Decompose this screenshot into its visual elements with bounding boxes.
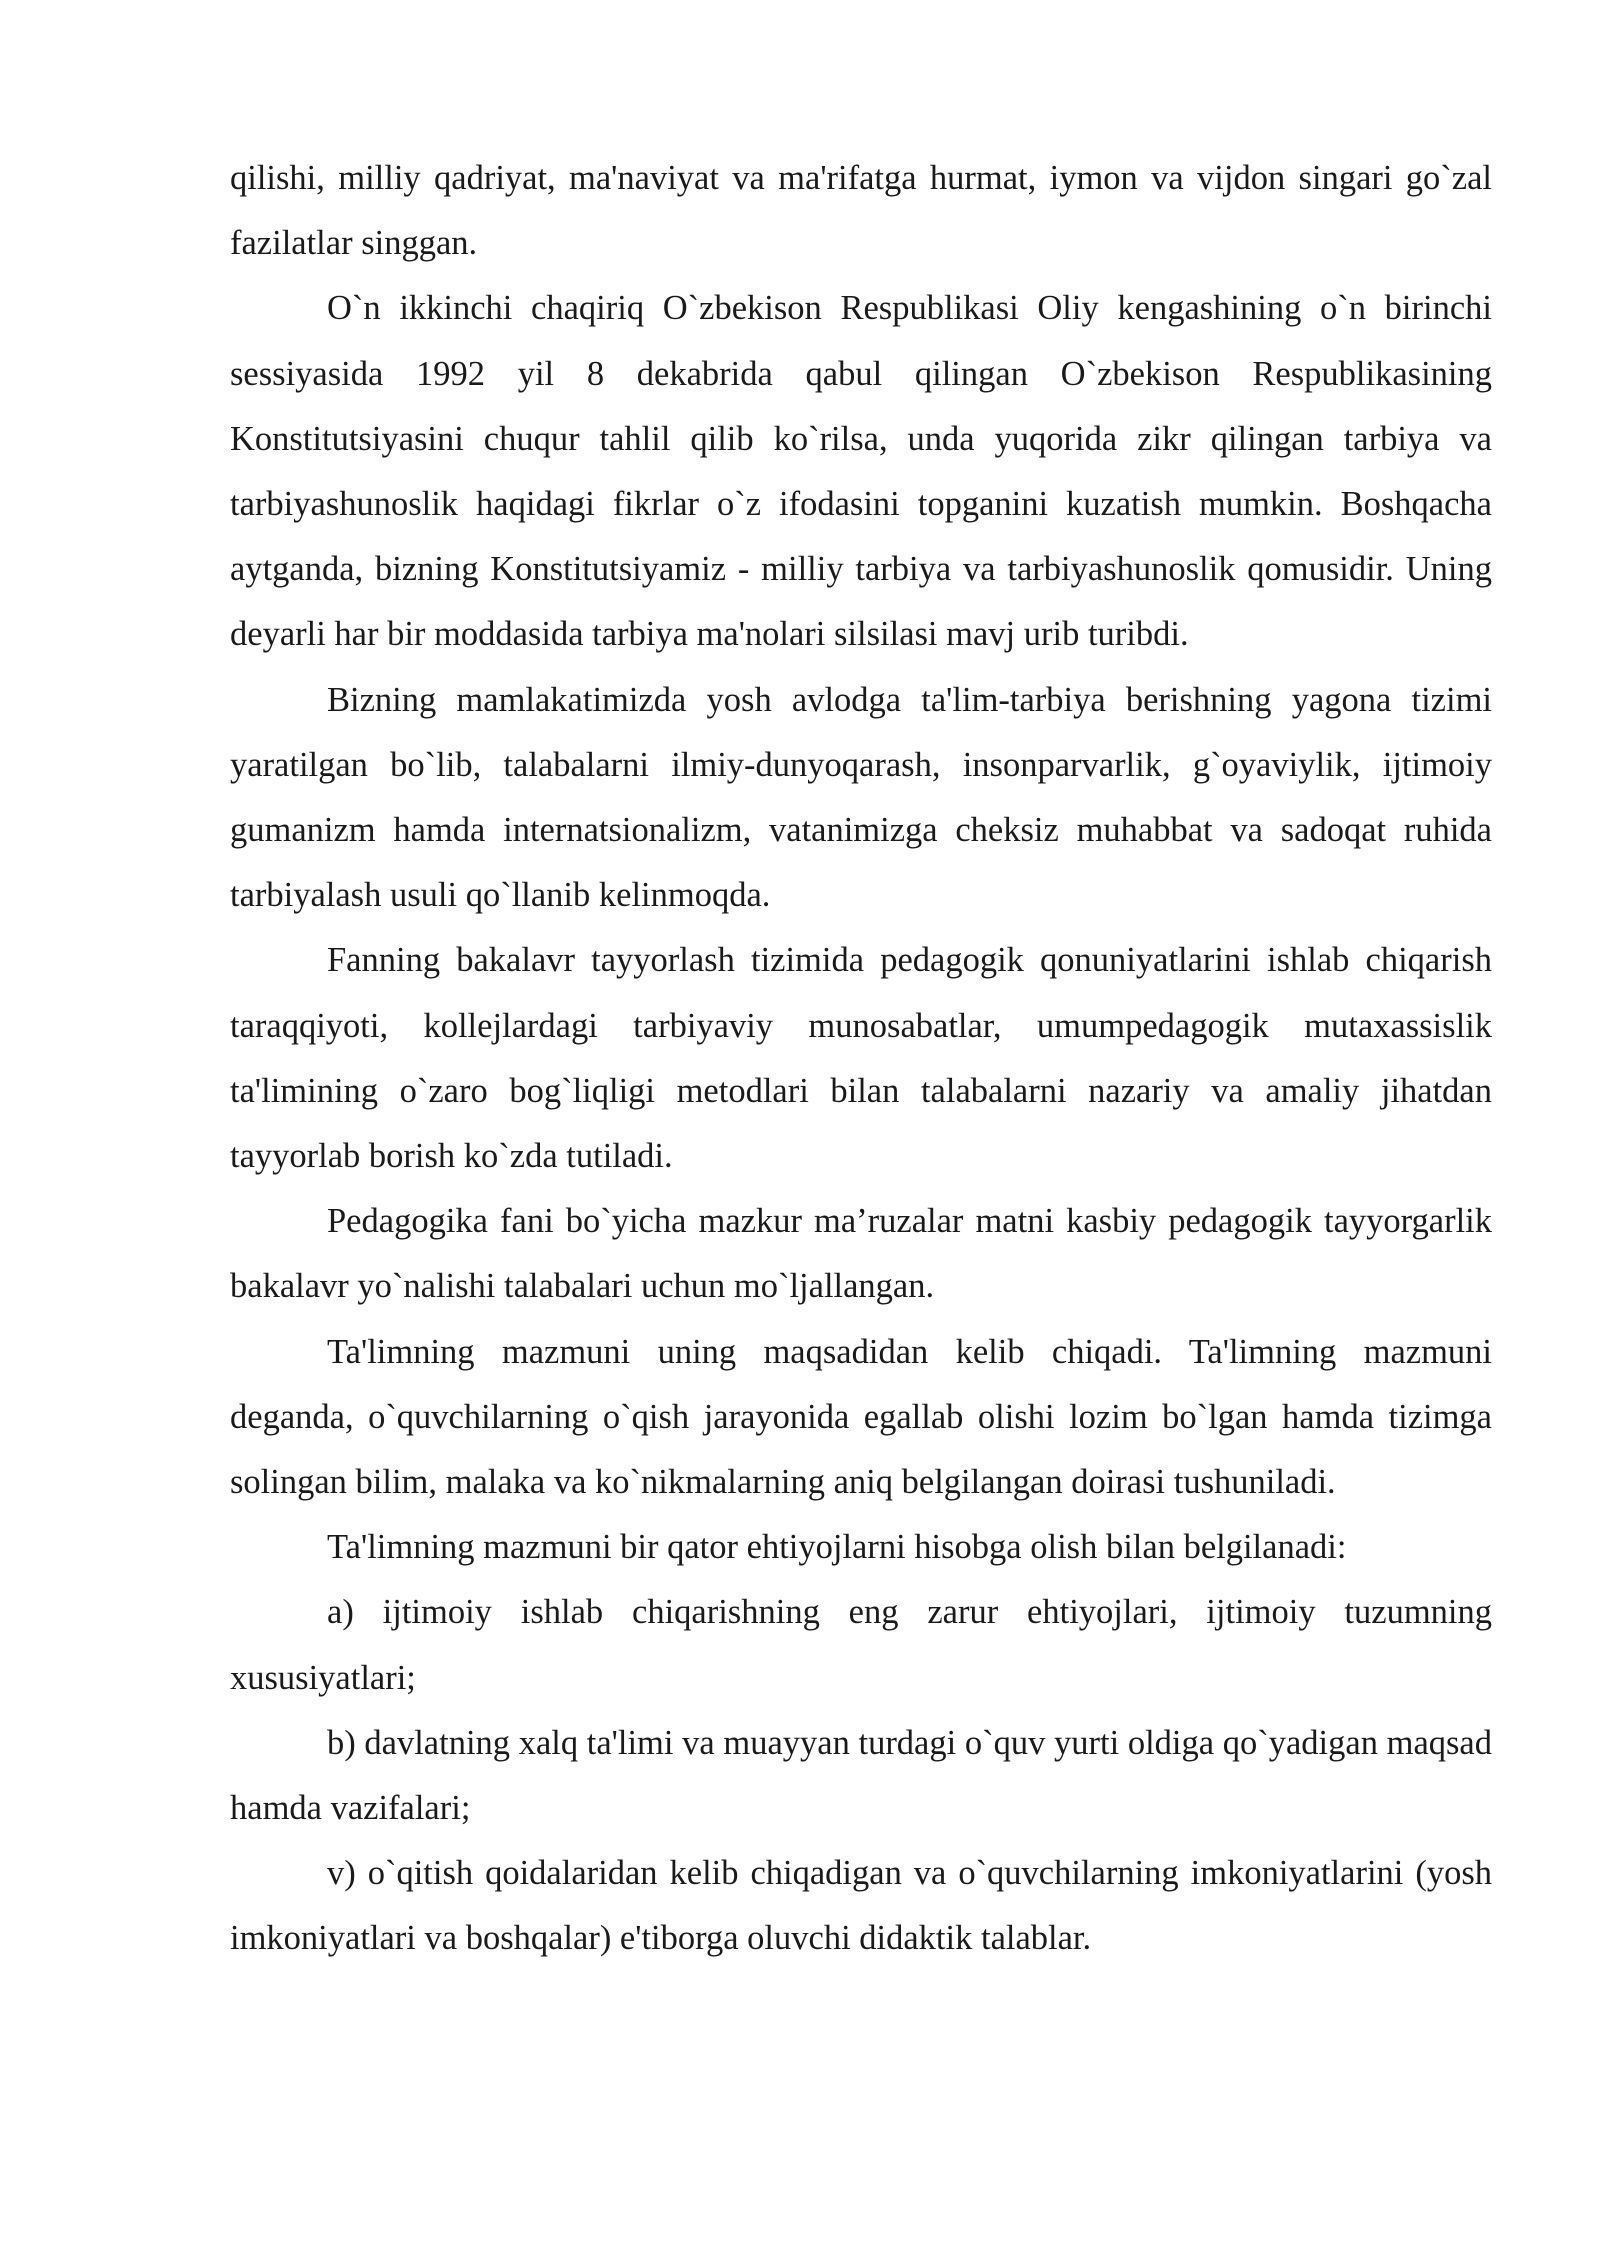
paragraph-education-system: Bizning mamlakatimizda yosh avlodga ta'lim-tarbiya berishning yagona tizimi yaratilgan bo`lib, talabalarni ilmiy-dunyoqarash, insonparvarlik, g`oyaviylik, ijtimoiy gumanizm hamda internatsionalizm, vatanimizga cheksiz muhabbat va sadoqat ruhida tarbiyalash usuli qo`llanib kelinmoqda.: [230, 680, 1492, 915]
paragraph-continuation: qilishi, milliy qadriyat, ma'naviyat va ma'rifatga hurmat, iymon va vijdon singari go`zal fazilatlar singgan.: [230, 159, 1492, 263]
list-item-v: v) o`qitish qoidalaridan kelib chiqadigan va o`quvchilarning imkoniyatlarini (yosh imkoniyatlari va boshqalar) e'tiborga oluvchi didaktik talablar.: [230, 1854, 1492, 1958]
list-item-b: b) davlatning xalq ta'limi va muayyan turdagi o`quv yurti oldiga qo`yadigan maqsad hamda vazifalari;: [230, 1723, 1492, 1828]
list-item-a: a) ijtimoiy ishlab chiqarishning eng zarur ehtiyojlari, ijtimoiy tuzumning xususiyatlari;: [230, 1593, 1492, 1697]
paragraph-lecture-text: Pedagogika fani bo`yicha mazkur ma’ruzalar matni kasbiy pedagogik tayyorgarlik bakalavr yo`nalishi talabalari uchun mo`ljallangan.: [230, 1202, 1492, 1306]
paragraph-constitution: O`n ikkinchi chaqiriq O`zbekison Respublikasi Oliy kengashining o`n birinchi sessiyasida 1992 yil 8 dekabrida qabul qilingan O`zbekison Respublikasining Konstitutsiyasini chuqur tahlil qilib ko`rilsa, unda yuqorida zikr qilingan tarbiya va tarbiyashunoslik haqidagi fikrlar o`z ifodasini topganini kuzatish mumkin. Boshqacha aytganda, bizning Konstitutsiyamiz - milliy tarbiya va tarbiyashunoslik qomusidir. Uning deyarli har bir moddasida tarbiya ma'nolari silsilasi mavj urib turibdi.: [230, 289, 1492, 654]
document-body: [230, 146, 1492, 1972]
paragraph-needs-intro: Ta'limning mazmuni bir qator ehtiyojlarni hisobga olish bilan belgilanadi:: [327, 1528, 1347, 1567]
paragraph-bachelor-training: Fanning bakalavr tayyorlash tizimida pedagogik qonuniyatlarini ishlab chiqarish taraqqiyoti, kollejlardagi tarbiyaviy munosabatlar, umumpedagogik mutaxassislik ta'limining o`zaro bog`liqligi metodlari bilan talabalarni nazariy va amaliy jihatdan tayyorlab borish ko`zda tutiladi.: [230, 941, 1492, 1176]
paragraph-education-content: Ta'limning mazmuni uning maqsadidan kelib chiqadi. Ta'limning mazmuni deganda, o`quvchilarning o`qish jarayonida egallab olishi lozim bo`lgan hamda tizimga solingan bilim, malaka va ko`nikmalarning aniq belgilangan doirasi tushuniladi.: [230, 1332, 1492, 1502]
